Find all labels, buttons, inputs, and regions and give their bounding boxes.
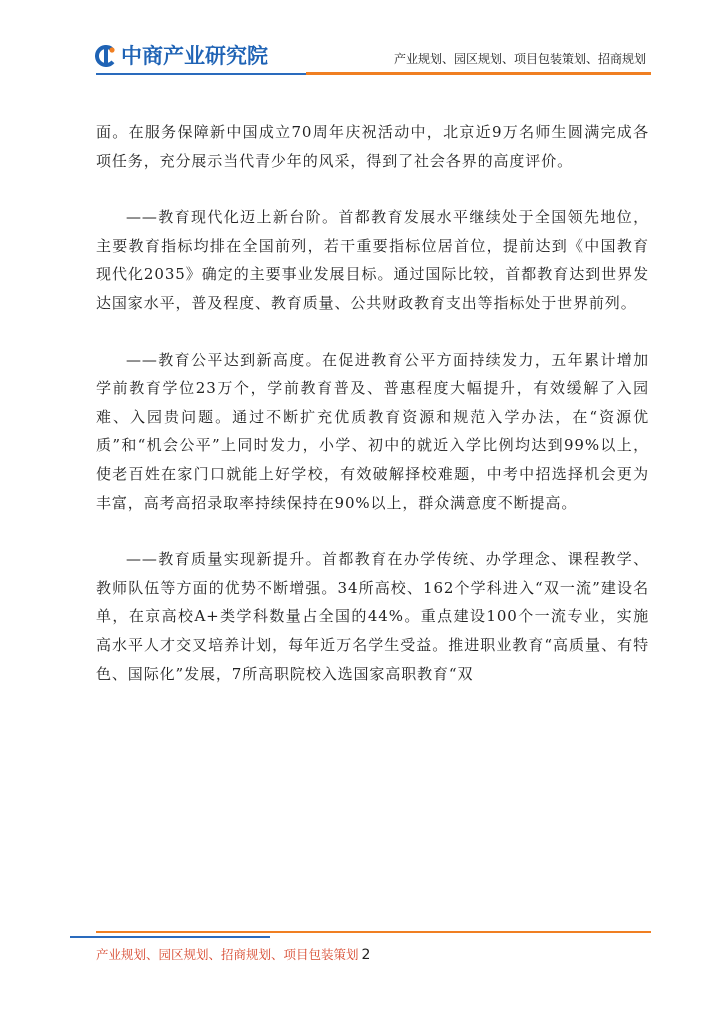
header-tagline: 产业规划、园区规划、项目包装策划、招商规划 — [393, 52, 646, 66]
page-footer — [96, 945, 370, 963]
body-text — [96, 118, 649, 716]
paragraph-education-modernization: ——教育现代化迈上新台阶。首都教育发展水平继续处于全国领先地位，主要教育指标均排在全国前列，若干重要指标位居首位，提前达到《中国教育现代化2035》确定的主要事业发展目标。通过国际比较，首都教育达到世界发达国家水平，普及程度、教育质量、公共财政教育支出等指标处于世界前列。 — [96, 208, 649, 312]
paragraph-education-equity: ——教育公平达到新高度。在促进教育公平方面持续发力，五年累计增加学前教育学位23万个，学前教育普及、普惠程度大幅提升，有效缓解了入园难、入园贵问题。通过不断扩充优质教育资源和规范入学办法，在“资源优质”和“机会公平”上同时发力，小学、初中的就近入学比例均达到99%以上，使老百姓在家门口就能上好学校，有效破解择校难题，中考中招选择机会更为丰富，高考高招录取率持续保持在90%以上，群众满意度不断提高。 — [96, 350, 649, 512]
page-header — [0, 0, 724, 90]
footer-divider-blue — [70, 936, 270, 938]
company-name: 中商产业研究院 — [121, 44, 268, 68]
footer-tagline: 产业规划、园区规划、招商规划、项目包装策划 — [96, 947, 359, 962]
company-logo — [95, 44, 268, 68]
paragraph-education-quality: ——教育质量实现新提升。首都教育在办学传统、办学理念、课程教学、教师队伍等方面的优势不断增强。34所高校、162个学科进入“双一流”建设名单，在京高校A+类学科数量占全国的44%。重点建设100个一流专业，实施高水平人才交叉培养计划，每年近万名学生受益。推进职业教育“高质量、有特色、国际化”发展，7所高职院校入选国家高职教育“双 — [96, 550, 649, 683]
footer-divider-orange — [96, 931, 651, 933]
page-number: 2 — [361, 947, 371, 963]
paragraph-continuation: 面。在服务保障新中国成立70周年庆祝活动中，北京近9万名师生圆满完成各项任务，充分展示当代青少年的风采，得到了社会各界的高度评价。 — [96, 123, 649, 170]
header-divider-orange — [306, 72, 651, 75]
header-divider-blue — [96, 73, 306, 75]
company-logo-icon — [95, 45, 117, 67]
